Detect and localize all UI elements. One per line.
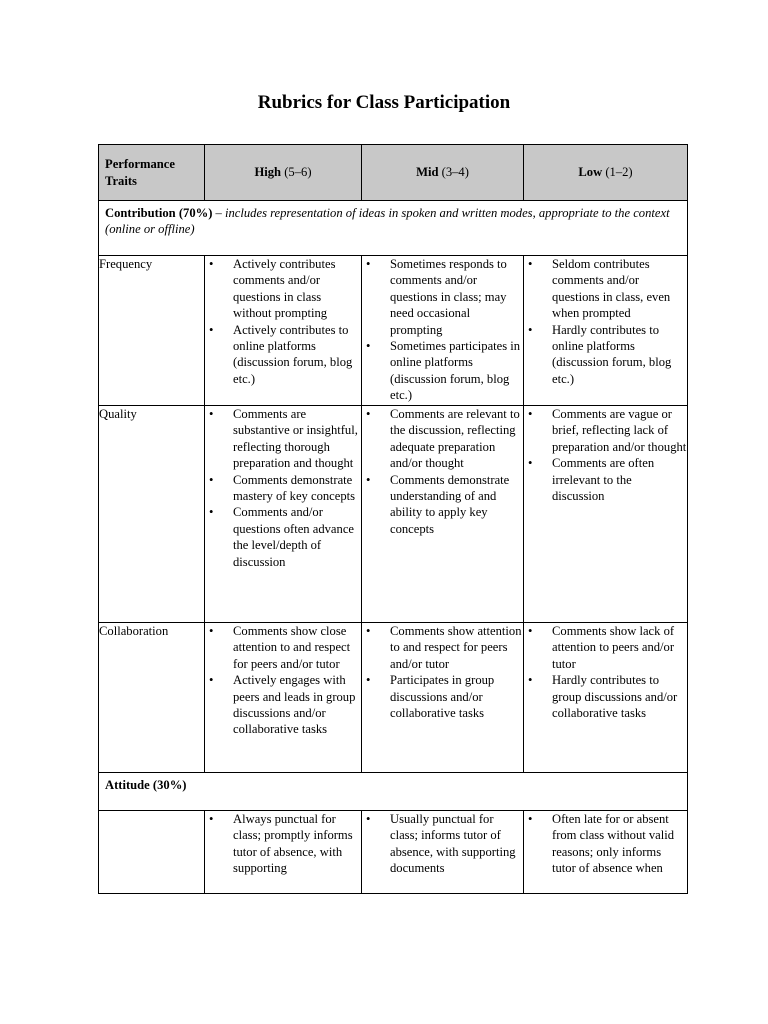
- trait-quality: Quality: [99, 406, 205, 623]
- page-title: Rubrics for Class Participation: [257, 92, 511, 113]
- cell-quality-low: [524, 406, 688, 623]
- bullet-item: • Usually punctual for class; informs tutor of absence, with supporting documents: [390, 811, 523, 877]
- header-mid-range: (3–4): [441, 165, 469, 180]
- bullet-item: • Actively contributes to online platforms (discussion forum, blog etc.): [233, 322, 361, 388]
- bullet-item: • Participates in group discussions and/or collaborative tasks: [390, 672, 523, 721]
- section-row-attitude: [99, 773, 688, 811]
- cell-attitude-low: [524, 811, 688, 894]
- bullet-item: • Comments are substantive or insightful, reflecting thorough preparation and thought: [233, 406, 361, 472]
- cell-collaboration-low: [524, 623, 688, 773]
- header-mid: [362, 145, 524, 201]
- bullet-list: [524, 406, 687, 504]
- cell-quality-high: [205, 406, 362, 623]
- bullet-item: • Comments are often irrelevant to the discussion: [552, 455, 687, 504]
- section-contribution: [99, 201, 688, 256]
- bullet-list: [205, 811, 361, 877]
- header-row: [99, 145, 688, 201]
- bullet-item: • Sometimes participates in online platforms (discussion forum, blog etc.): [390, 338, 523, 404]
- cell-frequency-high: [205, 256, 362, 406]
- cell-collaboration-high: [205, 623, 362, 773]
- bullet-list: [362, 811, 523, 877]
- trait-collaboration: Collaboration: [99, 623, 205, 773]
- cell-frequency-mid: [362, 256, 524, 406]
- cell-attitude-high: [205, 811, 362, 894]
- bullet-item: • Seldom contributes comments and/or questions in class, even when prompted: [552, 256, 687, 322]
- bullet-item: • Often late for or absent from class without valid reasons; only informs tutor of absence when: [552, 811, 687, 877]
- bullet-list: [362, 623, 523, 721]
- header-performance-traits: Performance Traits: [99, 145, 205, 201]
- table-row-quality: [99, 406, 688, 623]
- section-contribution-description: – includes representation of ideas in spoken and written modes, appropriate to the context (online or offline): [105, 206, 670, 237]
- cell-quality-mid: [362, 406, 524, 623]
- bullet-item: • Comments demonstrate understanding of and ability to apply key concepts: [390, 472, 523, 538]
- rubric-table: [98, 144, 688, 894]
- bullet-list: [524, 623, 687, 721]
- bullet-item: • Actively contributes comments and/or questions in class without prompting: [233, 256, 361, 322]
- section-attitude: [99, 773, 688, 811]
- bullet-list: [205, 623, 361, 738]
- bullet-list: [205, 256, 361, 387]
- header-high-label: High: [254, 165, 282, 180]
- section-row-contribution: [99, 201, 688, 256]
- bullet-item: • Sometimes responds to comments and/or questions in class; may need occasional prompting: [390, 256, 523, 338]
- bullet-item: • Comments show close attention to and respect for peers and/or tutor: [233, 623, 361, 672]
- cell-frequency-low: [524, 256, 688, 406]
- table-row-attitude: [99, 811, 688, 894]
- bullet-item: • Comments are vague or brief, reflecting lack of preparation and/or thought: [552, 406, 687, 455]
- bullet-list: [362, 256, 523, 404]
- header-mid-label: Mid: [416, 165, 439, 180]
- bullet-item: • Comments are relevant to the discussion, reflecting adequate preparation and/or thought: [390, 406, 523, 472]
- header-high-range: (5–6): [284, 165, 312, 180]
- bullet-item: • Hardly contributes to group discussions and/or collaborative tasks: [552, 672, 687, 721]
- section-attitude-name: Attitude (30%): [105, 778, 187, 792]
- header-high: [205, 145, 362, 201]
- header-low-label: Low: [578, 165, 603, 180]
- header-low-range: (1–2): [605, 165, 633, 180]
- bullet-item: • Comments and/or questions often advance the level/depth of discussion: [233, 504, 361, 570]
- bullet-list: [524, 256, 687, 387]
- cell-attitude-mid: [362, 811, 524, 894]
- table-row-frequency: [99, 256, 688, 406]
- header-low: [524, 145, 688, 201]
- cell-collaboration-mid: [362, 623, 524, 773]
- bullet-item: • Always punctual for class; promptly informs tutor of absence, with supporting: [233, 811, 361, 877]
- bullet-item: • Comments demonstrate mastery of key concepts: [233, 472, 361, 505]
- trait-attitude: [99, 811, 205, 894]
- bullet-item: • Hardly contributes to online platforms (discussion forum, blog etc.): [552, 322, 687, 388]
- bullet-item: • Comments show attention to and respect for peers and/or tutor: [390, 623, 523, 672]
- bullet-list: [524, 811, 687, 877]
- bullet-list: [205, 406, 361, 570]
- bullet-item: • Comments show lack of attention to peers and/or tutor: [552, 623, 687, 672]
- bullet-item: • Actively engages with peers and leads in group discussions and/or collaborative tasks: [233, 672, 361, 738]
- bullet-list: [362, 406, 523, 537]
- trait-frequency: Frequency: [99, 256, 205, 406]
- section-contribution-name: Contribution (70%): [105, 206, 213, 220]
- table-row-collaboration: [99, 623, 688, 773]
